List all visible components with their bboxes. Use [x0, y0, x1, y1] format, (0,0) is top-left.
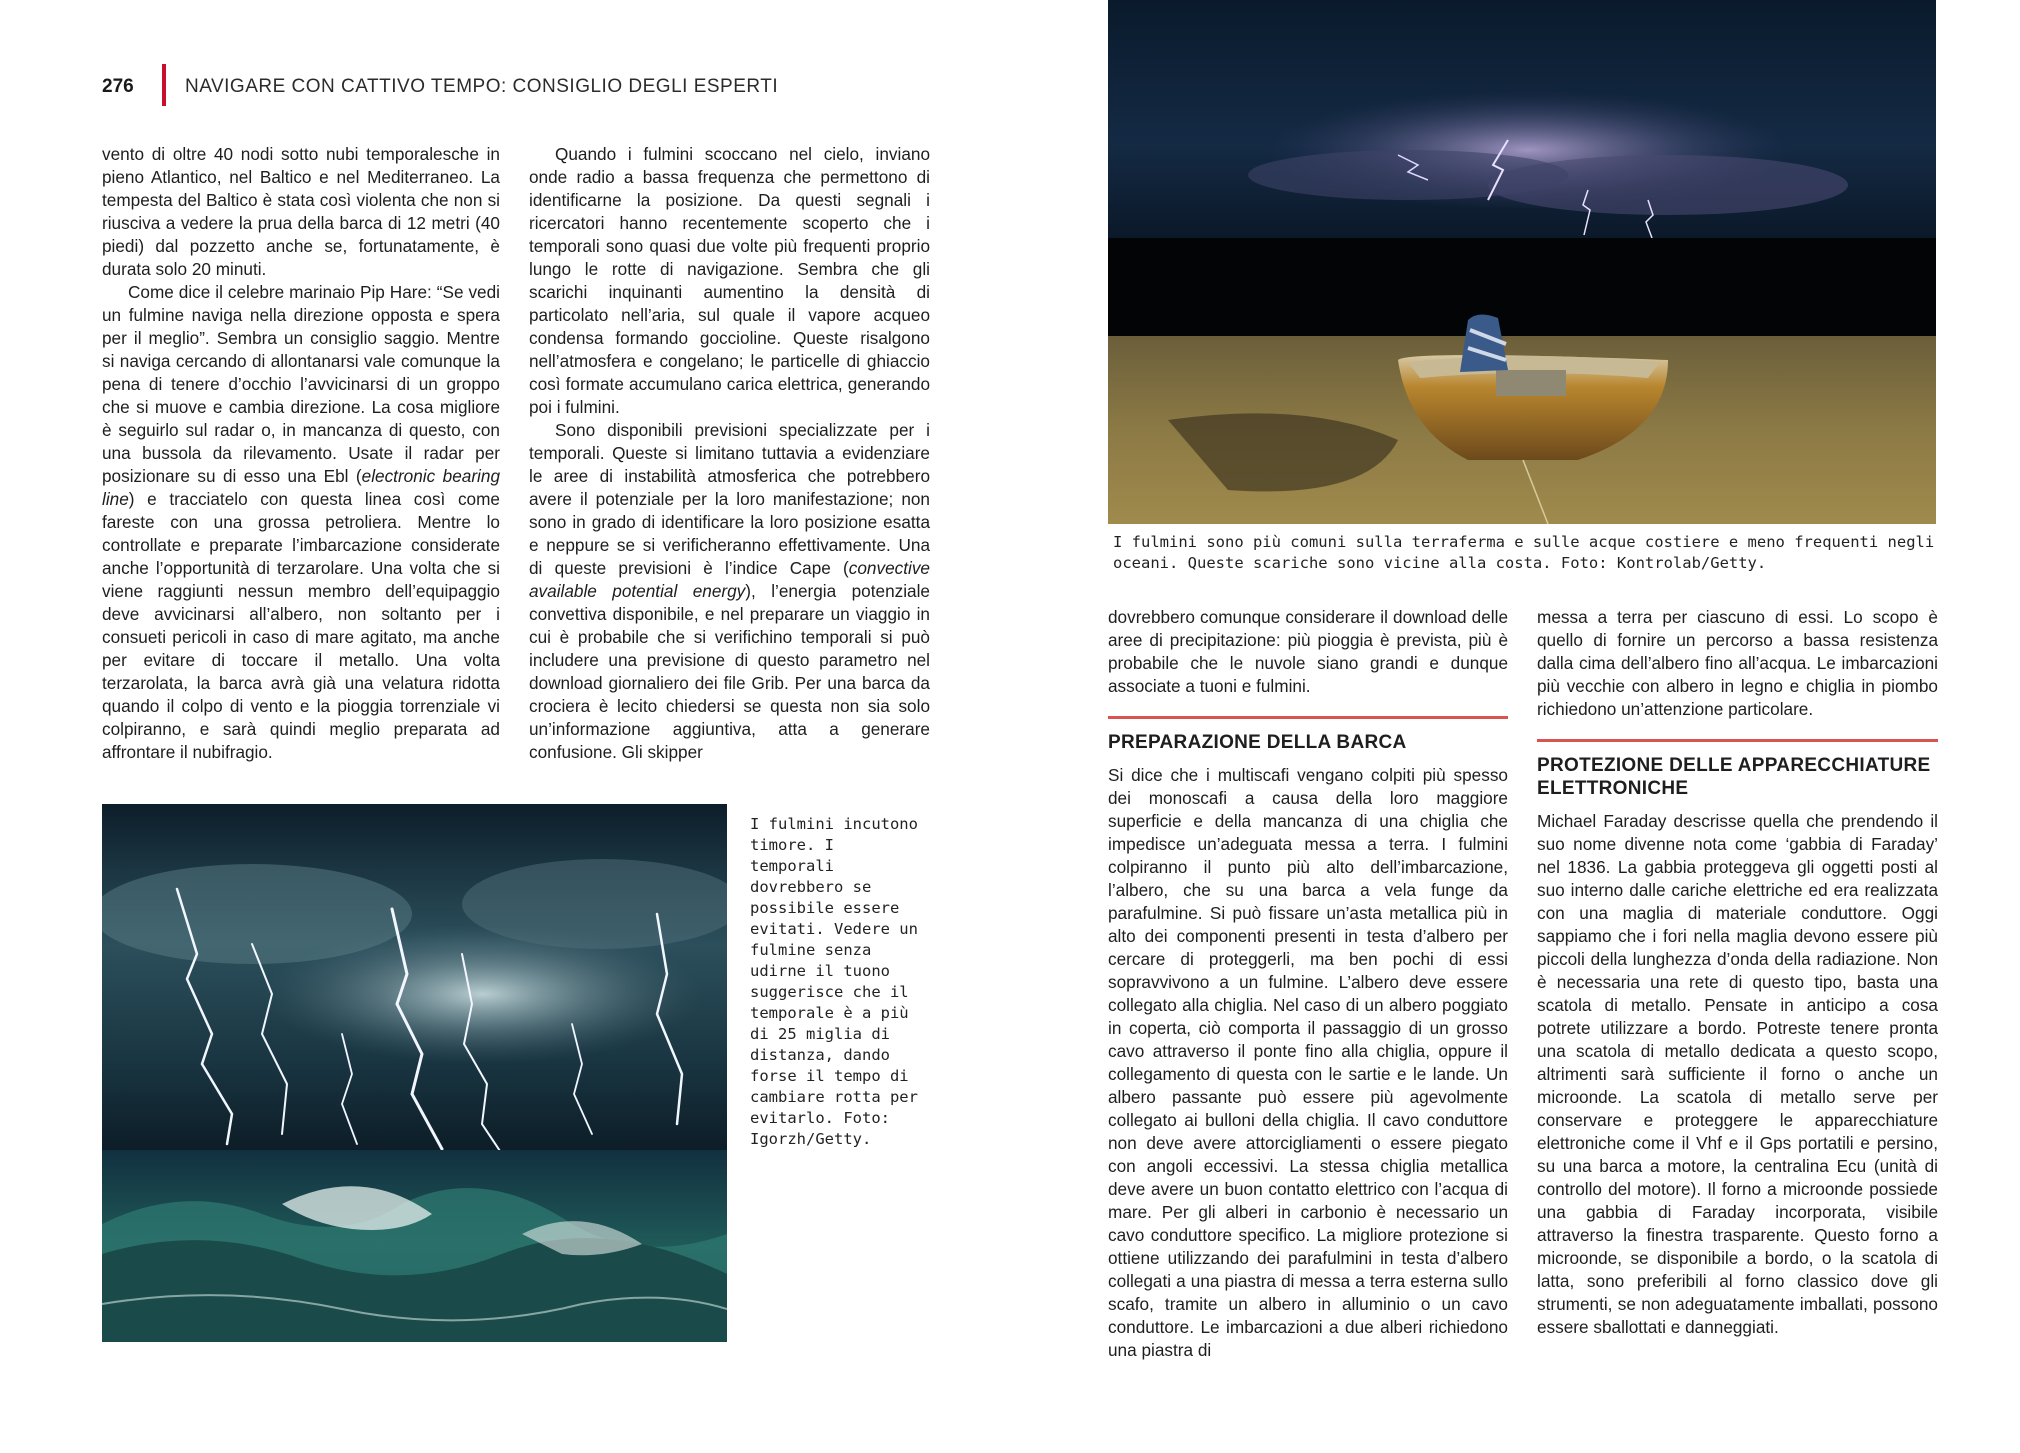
photo-boat-on-beach [1108, 0, 1936, 524]
running-head: NAVIGARE CON CATTIVO TEMPO: CONSIGLIO DEGLI ESPERTI [185, 76, 779, 97]
text-column-1 [102, 143, 500, 764]
section-preparazione [1108, 716, 1508, 1362]
section-divider [1537, 739, 1938, 742]
header-divider [162, 64, 166, 106]
section-protezione [1537, 739, 1938, 1339]
section-heading: PROTEZIONE DELLE APPARECCHIATURE ELETTRONICHE [1537, 755, 1931, 799]
section-divider [1108, 716, 1508, 719]
photo-caption-boat: I fulmini sono più comuni sulla terraferma e sulle acque costiere e meno frequenti negli oceani. Queste scariche sono vicine alla costa. Foto: Kontrolab/Getty. [1113, 533, 1935, 572]
photo-caption-storm: I fulmini incutono timore. I temporali dovrebbero se possibile essere evitati. Vedere un fulmine senza udirne il tuono suggerisce che il temporale è a più di 25 miglia di distanza, dando forse il tempo di cambiare rotta per evitarlo. Foto: Igorzh/Getty. [750, 815, 918, 1148]
paragraph: vento di oltre 40 nodi sotto nubi temporalesche in pieno Atlantico, nel Baltico e nel Mediterraneo. La tempesta del Baltico è stata così violenta che non si riusciva a vedere la prua della barca di 12 metri (40 piedi) dal pozzetto anche se, fortunatamente, è durata solo 20 minuti. [102, 144, 500, 279]
text-column-4 [1537, 606, 1938, 1339]
text-column-3 [1108, 606, 1508, 1362]
paragraph: dovrebbero comunque considerare il download delle aree di precipitazione: più pioggia è prevista, più è probabile che le nuvole siano grandi e dunque associate a tuoni e fulmini. [1108, 607, 1508, 696]
paragraph: Michael Faraday descrisse quella che prendendo il suo nome divenne nota come ‘gabbia di Faraday’ nel 1836. La gabbia proteggeva gli oggetti posti al suo interno dalle cariche elettriche ed era realizzata con una maglia di materiale conduttore. Oggi sappiamo che i fori nella maglia devono essere più piccoli della lunghezza d’onda della radiazione. Non è necessaria una rete di questo tipo, basta una scatola di metallo. Pensate in anticipo a cosa potrete utilizzare a bordo. Potreste tenere pronta una scatola di metallo dedicata a questo scopo, altrimenti sarà sufficiente il forno o anche un microonde. La scatola di metallo serve per conservare e proteggere le apparecchiature elettroniche come il Vhf e il Gps portatili e persino, su una barca a motore, la centralina Ecu (unità di controllo del motore). Il forno a microonde possiede una gabbia di Faraday incorporata, visibile attraverso la finestra trasparente. Questo forno a microonde, se disponibile a bordo, o la scatola di latta, sono preferibili al forno classico dove gli strumenti, se non adeguatamente imballati, possono essere sballottati e danneggiati. [1537, 811, 1938, 1337]
paragraph: messa a terra per ciascuno di essi. Lo scopo è quello di fornire un percorso a bassa resistenza dalla cima dell’albero fino all’acqua. Le imbarcazioni più vecchie con albero in legno e chiglia in piombo richiedono un’attenzione particolare. [1537, 607, 1938, 719]
paragraph: Sono disponibili previsioni specializzate per i temporali. Queste si limitano tuttavia a evidenziare le aree di instabilità atmosferica che potrebbero avere il potenziale per la loro manifestazione; non sono in grado di identificare la loro posizione esatta e neppure se si verificheranno effettivamente. Una di queste previsioni è l’indice Cape (convective available potential energy), l’energia potenziale convettiva disponibile, e nel preparare un viaggio in cui è probabile che si verifichino temporali si può includere una previsione di questo parametro nel download giornaliero dei file Grib. Per una barca da crociera è lecito chiedersi se questa non sia solo un’informazione aggiuntiva, atta a generare confusione. Gli skipper [529, 420, 930, 762]
section-heading: PREPARAZIONE DELLA BARCA [1108, 732, 1407, 753]
photo-storm-lightning-sea [102, 804, 727, 1342]
page-number: 276 [102, 76, 134, 97]
text-column-2 [529, 143, 930, 764]
paragraph: Come dice il celebre marinaio Pip Hare: “Se vedi un fulmine naviga nella direzione opposta e spera per il meglio”. Sembra un consiglio saggio. Mentre si naviga cercando di allontanarsi vale comunque la pena di tenere d’occhio l’avvicinarsi di un groppo che si muove e cambia direzione. La cosa migliore è seguirlo sul radar o, in mancanza di questo, con una bussola da rilevamento. Usate il radar per posizionare su di esso una Ebl (electronic bearing line) e tracciatelo con questa linea così come fareste con una grossa petroliera. Mentre lo controllate e preparate l’imbarcazione considerate anche l’opportunità di terzarolare. Una volta che si viene raggiunti nessun membro dell’equipaggio deve avvicinarsi all’albero, non soltanto per i consueti pericoli in caso di mare agitato, ma anche per evitare di toccare il metallo. Una volta terzarolata, la barca avrà già una velatura ridotta quando il colpo di vento e la pioggia torrenziale vi colpiranno, e sarà quindi meglio preparata ad affrontare il nubifragio. [102, 282, 500, 762]
paragraph: Si dice che i multiscafi vengano colpiti più spesso dei monoscafi a causa della loro maggiore superficie e della mancanza di una chiglia che impedisce un’adeguata messa a terra. I fulmini colpiranno il punto più alto dell’imbarcazione, l’albero, che su una barca a vela funge da parafulmine. Si può fissare un’asta metallica più in alto dei componenti presenti in testa d’albero per cercare di proteggerli, ma ben pochi di essi sopravvivono a un fulmine. L’albero deve essere collegato alla chiglia. Nel caso di un albero poggiato in coperta, ciò comporta il passaggio di un grosso cavo attraverso il ponte fino alla chiglia, oppure il collegamento di questa con le sartie e le lande. Un albero passante può essere più agevolmente collegato ai bulloni della chiglia. Il cavo conduttore non deve avere attorcigliamenti o essere piegato con angoli eccessivi. La stessa chiglia metallica deve avere un buon contatto elettrico con l’acqua di mare. Per gli alberi in carbonio è necessario un cavo conduttore specifico. La migliore protezione si ottiene utilizzando dei parafulmini in testa d’albero collegati a una piastra di messa a terra esterna sullo scafo, tramite un albero in alluminio o un cavo conduttore. Le imbarcazioni a due alberi richiedono una piastra di [1108, 765, 1508, 1360]
paragraph: Quando i fulmini scoccano nel cielo, inviano onde radio a bassa frequenza che permettono di identificarne la posizione. Da questi segnali i ricercatori hanno recentemente scoperto che i temporali sono quasi due volte più frequenti proprio lungo le rotte di navigazione. Sembra che gli scarichi inquinanti aumentino la densità di particolato nell’aria, sul quale il vapore acqueo condensa formando goccioline. Queste risalgono nell’atmosfera e congelano; le particelle di ghiaccio così formate accumulano carica elettrica, generando poi i fulmini. [529, 144, 930, 417]
